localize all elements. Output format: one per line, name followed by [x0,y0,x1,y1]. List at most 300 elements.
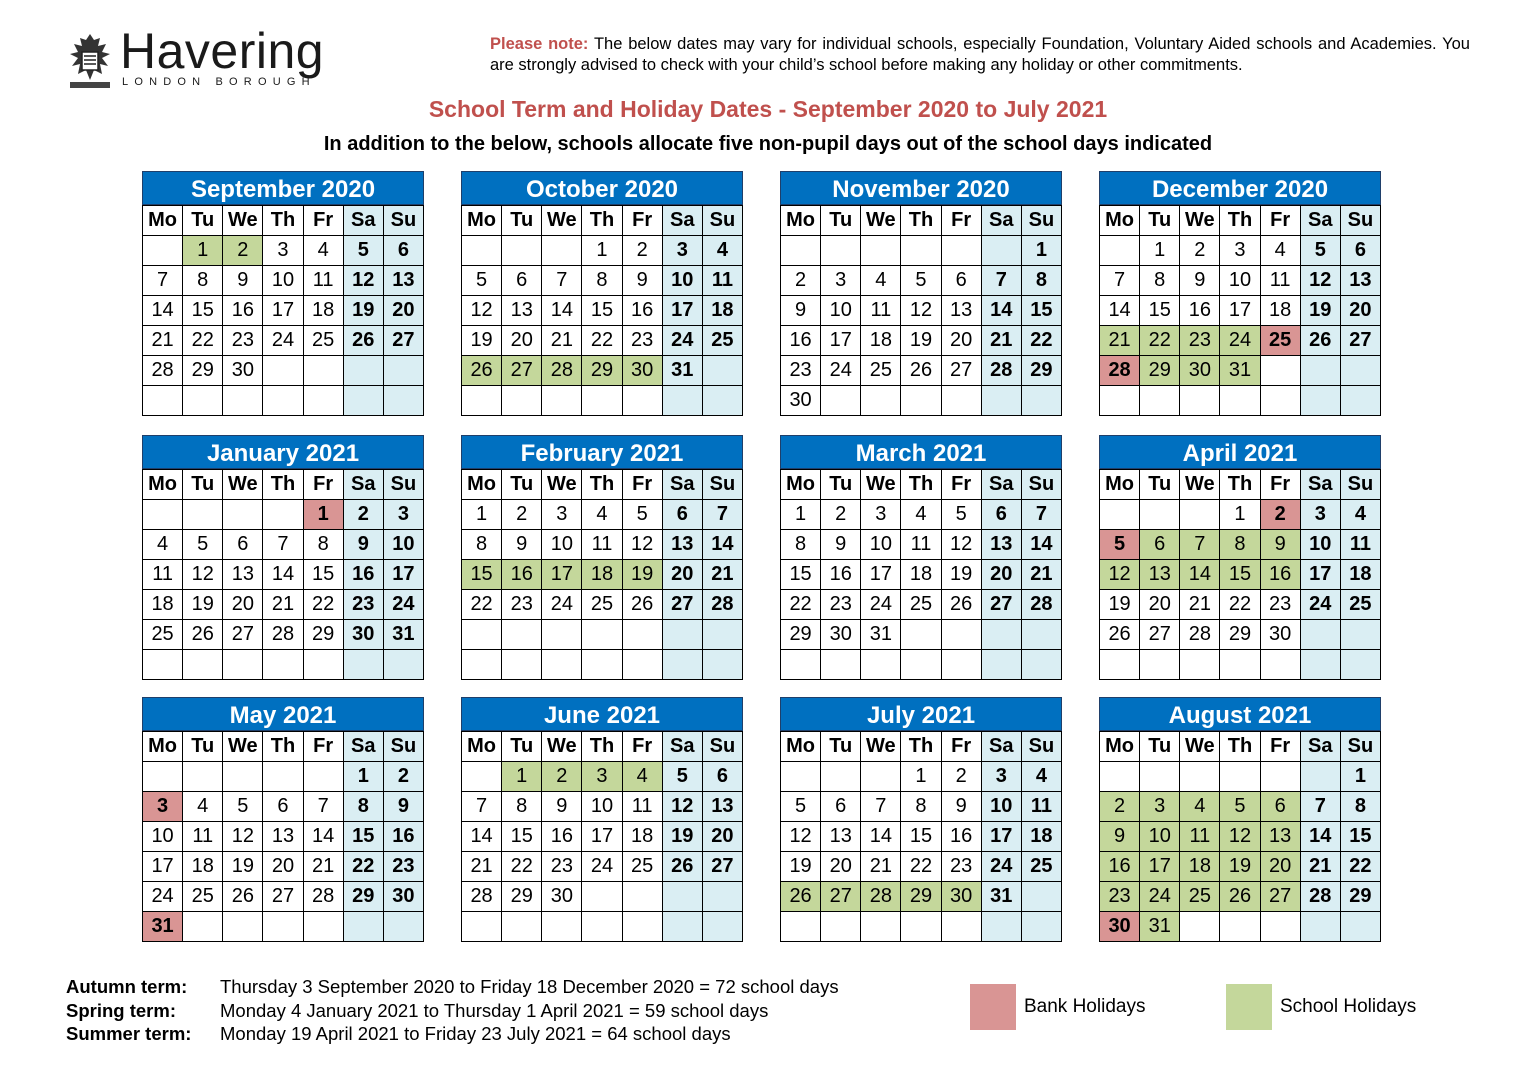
day-cell: 29 [781,620,821,650]
term-text: Monday 19 April 2021 to Friday 23 July 2021 = 64 school days [220,1023,731,1044]
day-cell: 19 [223,852,263,882]
empty-day-cell [1140,762,1180,792]
day-cell: 19 [781,852,821,882]
empty-day-cell [781,236,821,266]
day-cell: 17 [143,852,183,882]
day-cell: 2 [1100,792,1140,822]
week-row [462,852,743,882]
week-row [781,326,1062,356]
day-cell: 24 [1140,882,1180,912]
day-cell: 20 [263,852,303,882]
week-row [1100,912,1381,942]
empty-day-cell [662,650,702,680]
day-cell: 2 [502,500,542,530]
day-cell: 28 [1021,590,1061,620]
empty-day-cell [662,912,702,942]
day-cell: 18 [1180,852,1220,882]
day-cell: 24 [1300,590,1340,620]
day-cell: 8 [462,530,502,560]
week-row [781,852,1062,882]
day-cell: 5 [901,266,941,296]
empty-day-cell [702,620,742,650]
empty-day-cell [1220,386,1260,416]
day-cell: 29 [502,882,542,912]
empty-day-cell [1340,386,1380,416]
day-cell: 2 [383,762,423,792]
weekday-header: Fr [303,206,343,236]
empty-day-cell [1340,912,1380,942]
day-cell: 5 [183,530,223,560]
day-cell: 26 [1220,882,1260,912]
day-cell: 23 [1180,326,1220,356]
day-cell: 28 [981,356,1021,386]
day-cell: 20 [981,560,1021,590]
term-label: Summer term: [66,1023,192,1044]
day-cell: 12 [462,296,502,326]
day-cell: 1 [462,500,502,530]
day-cell: 19 [462,326,502,356]
empty-day-cell [941,620,981,650]
day-cell: 23 [343,590,383,620]
day-cell: 16 [781,326,821,356]
day-cell: 17 [582,822,622,852]
weekday-header: Fr [1260,470,1300,500]
empty-day-cell [1220,650,1260,680]
weekday-header: Su [1021,206,1061,236]
day-cell: 6 [263,792,303,822]
empty-day-cell [702,650,742,680]
day-cell: 7 [542,266,582,296]
empty-day-cell [901,912,941,942]
day-cell: 18 [1021,822,1061,852]
week-row [462,266,743,296]
day-cell: 3 [582,762,622,792]
weekday-header: Fr [1260,732,1300,762]
day-cell: 22 [901,852,941,882]
day-cell: 2 [542,762,582,792]
day-cell: 5 [622,500,662,530]
week-row [1100,792,1381,822]
weekday-header: Th [901,732,941,762]
empty-day-cell [1180,650,1220,680]
week-row [781,912,1062,942]
day-cell: 18 [702,296,742,326]
empty-day-cell [263,762,303,792]
week-row [462,236,743,266]
empty-day-cell [1340,650,1380,680]
day-cell: 8 [1340,792,1380,822]
weekday-header: Fr [622,470,662,500]
day-cell: 16 [941,822,981,852]
day-cell: 27 [383,326,423,356]
day-cell: 15 [582,296,622,326]
month-calendar [780,435,1062,680]
day-cell: 27 [941,356,981,386]
weekday-header: Fr [622,206,662,236]
day-cell: 5 [223,792,263,822]
empty-day-cell [582,386,622,416]
day-cell: 12 [901,296,941,326]
week-row [143,386,424,416]
day-cell: 27 [981,590,1021,620]
week-row [781,386,1062,416]
day-cell: 3 [383,500,423,530]
day-cell: 16 [383,822,423,852]
day-cell: 24 [662,326,702,356]
day-cell: 25 [183,882,223,912]
day-cell: 12 [781,822,821,852]
empty-day-cell [542,912,582,942]
weekday-header: Su [1340,206,1380,236]
note-text: The below dates may vary for individual schools, especially Foundation, Voluntary Aided schools and Academies. You are strongly advised to check with your child’s school before making any holiday or other commitments. [490,35,1470,74]
day-cell: 20 [662,560,702,590]
week-row [462,326,743,356]
week-row [462,386,743,416]
week-row [1100,296,1381,326]
day-cell: 16 [1260,560,1300,590]
weekday-header: Sa [981,206,1021,236]
day-cell: 14 [981,296,1021,326]
day-cell: 15 [183,296,223,326]
weekday-header: Mo [143,206,183,236]
day-cell: 30 [383,882,423,912]
day-cell: 26 [343,326,383,356]
page-subtitle: In addition to the below, schools allocate five non-pupil days out of the school days indicated [323,133,1213,155]
day-cell: 19 [183,590,223,620]
week-row [1100,266,1381,296]
day-cell: 8 [1140,266,1180,296]
day-cell: 21 [143,326,183,356]
day-cell: 29 [1140,356,1180,386]
month-days-table [461,205,743,416]
empty-day-cell [263,650,303,680]
month-title: May 2021 [142,697,424,731]
day-cell: 7 [981,266,1021,296]
empty-day-cell [1100,650,1140,680]
week-row [781,620,1062,650]
day-cell: 26 [781,882,821,912]
empty-day-cell [143,650,183,680]
week-row [781,560,1062,590]
day-cell: 27 [1260,882,1300,912]
day-cell: 25 [622,852,662,882]
month-calendar [1099,697,1381,942]
day-cell: 6 [383,236,423,266]
day-cell: 9 [343,530,383,560]
day-cell: 17 [1300,560,1340,590]
weekday-header: Sa [343,470,383,500]
month-title: November 2020 [780,171,1062,205]
week-row [1100,762,1381,792]
day-cell: 10 [861,530,901,560]
weekday-header: Sa [662,470,702,500]
month-title: December 2020 [1099,171,1381,205]
day-cell: 14 [143,296,183,326]
day-cell: 15 [1220,560,1260,590]
month-title: March 2021 [780,435,1062,469]
day-cell: 30 [542,882,582,912]
weekday-header: Su [1021,470,1061,500]
day-cell: 12 [223,822,263,852]
weekday-header: Tu [502,470,542,500]
day-cell: 29 [183,356,223,386]
month-title: August 2021 [1099,697,1381,731]
day-cell: 10 [662,266,702,296]
day-cell: 15 [1340,822,1380,852]
weekday-header: We [861,470,901,500]
weekday-header: Th [901,206,941,236]
day-cell: 21 [303,852,343,882]
empty-day-cell [263,386,303,416]
week-row [1100,500,1381,530]
day-cell: 10 [582,792,622,822]
day-cell: 2 [781,266,821,296]
weekday-header: Mo [462,470,502,500]
empty-day-cell [861,912,901,942]
empty-day-cell [781,762,821,792]
day-cell: 23 [622,326,662,356]
day-cell: 12 [1100,560,1140,590]
day-cell: 15 [901,822,941,852]
day-cell: 11 [1260,266,1300,296]
day-cell: 13 [1140,560,1180,590]
term-label: Spring term: [66,999,176,1021]
empty-day-cell [1220,912,1260,942]
empty-day-cell [343,356,383,386]
term-label: Autumn term: [66,976,188,997]
empty-day-cell [502,912,542,942]
logo-subtitle: LONDON BOROUGH [122,76,316,88]
empty-day-cell [223,762,263,792]
day-cell: 15 [1021,296,1061,326]
week-row [1100,326,1381,356]
day-cell: 23 [781,356,821,386]
empty-day-cell [1021,620,1061,650]
day-cell: 29 [901,882,941,912]
empty-day-cell [303,356,343,386]
week-row [781,236,1062,266]
empty-day-cell [702,356,742,386]
weekday-header: Sa [662,206,702,236]
week-row [143,852,424,882]
day-cell: 23 [1260,590,1300,620]
day-cell: 6 [702,762,742,792]
day-cell: 11 [183,822,223,852]
empty-day-cell [1220,762,1260,792]
week-row [1100,356,1381,386]
day-cell: 24 [981,852,1021,882]
day-cell: 13 [223,560,263,590]
day-cell: 5 [1100,530,1140,560]
weekday-header: Su [383,470,423,500]
day-cell: 9 [1180,266,1220,296]
day-cell: 13 [981,530,1021,560]
day-cell: 23 [542,852,582,882]
weekday-header: We [542,470,582,500]
day-cell: 2 [622,236,662,266]
day-cell: 4 [183,792,223,822]
day-cell: 17 [821,326,861,356]
empty-day-cell [1140,386,1180,416]
day-cell: 21 [542,326,582,356]
day-cell: 10 [263,266,303,296]
day-cell: 24 [542,590,582,620]
empty-day-cell [1300,386,1340,416]
week-row [1100,560,1381,590]
month-calendar [461,171,743,416]
empty-day-cell [462,650,502,680]
day-cell: 9 [1100,822,1140,852]
month-days-table [780,469,1062,680]
day-cell: 11 [861,296,901,326]
empty-day-cell [582,650,622,680]
empty-day-cell [343,650,383,680]
day-cell: 4 [1021,762,1061,792]
day-cell: 3 [821,266,861,296]
day-cell: 16 [1180,296,1220,326]
day-cell: 9 [821,530,861,560]
month-calendar [461,435,743,680]
day-cell: 8 [781,530,821,560]
weekday-header: Mo [781,470,821,500]
day-cell: 22 [582,326,622,356]
weekday-header: We [223,206,263,236]
weekday-header: Fr [941,206,981,236]
day-cell: 27 [502,356,542,386]
empty-day-cell [1300,762,1340,792]
day-cell: 25 [143,620,183,650]
term-text: Monday 4 January 2021 to Thursday 1 April 2021 = 59 school days [220,999,769,1021]
week-row [143,620,424,650]
day-cell: 21 [1021,560,1061,590]
month-days-table [142,731,424,942]
weekday-header: We [1180,470,1220,500]
empty-day-cell [303,912,343,942]
day-cell: 31 [662,356,702,386]
month-days-table [1099,731,1381,942]
weekday-header: Mo [462,732,502,762]
week-row [143,590,424,620]
day-cell: 22 [1140,326,1180,356]
day-cell: 8 [502,792,542,822]
weekday-header: Mo [1100,732,1140,762]
day-cell: 31 [981,882,1021,912]
day-cell: 13 [1260,822,1300,852]
day-cell: 5 [1220,792,1260,822]
week-row [143,530,424,560]
day-cell: 2 [821,500,861,530]
day-cell: 21 [1300,852,1340,882]
empty-day-cell [1100,386,1140,416]
day-cell: 7 [303,792,343,822]
weekday-header: Sa [1300,732,1340,762]
day-cell: 28 [1100,356,1140,386]
empty-day-cell [143,236,183,266]
day-cell: 1 [343,762,383,792]
empty-day-cell [662,882,702,912]
day-cell: 29 [1220,620,1260,650]
day-cell: 26 [223,882,263,912]
empty-day-cell [1021,912,1061,942]
week-row [143,762,424,792]
day-cell: 21 [1180,590,1220,620]
empty-day-cell [462,236,502,266]
day-cell: 27 [263,882,303,912]
day-cell: 2 [941,762,981,792]
month-calendar [142,697,424,942]
weekday-header: Tu [821,470,861,500]
day-cell: 22 [781,590,821,620]
week-row [462,356,743,386]
day-cell: 7 [861,792,901,822]
day-cell: 21 [462,852,502,882]
day-cell: 14 [303,822,343,852]
day-cell: 28 [1180,620,1220,650]
empty-day-cell [502,236,542,266]
day-cell: 6 [1340,236,1380,266]
day-cell: 6 [662,500,702,530]
empty-day-cell [183,386,223,416]
empty-day-cell [1260,912,1300,942]
day-cell: 3 [542,500,582,530]
day-cell: 6 [223,530,263,560]
day-cell: 2 [1180,236,1220,266]
day-cell: 7 [702,500,742,530]
empty-day-cell [542,620,582,650]
day-cell: 19 [343,296,383,326]
day-cell: 7 [1100,266,1140,296]
day-cell: 4 [622,762,662,792]
term-text: Thursday 3 September 2020 to Friday 18 December 2020 = 72 school days [220,976,839,997]
empty-day-cell [303,650,343,680]
empty-day-cell [941,912,981,942]
day-cell: 14 [702,530,742,560]
day-cell: 21 [981,326,1021,356]
day-cell: 16 [1100,852,1140,882]
day-cell: 29 [303,620,343,650]
day-cell: 9 [781,296,821,326]
day-cell: 13 [821,822,861,852]
day-cell: 11 [622,792,662,822]
day-cell: 6 [502,266,542,296]
weekday-header: Sa [981,470,1021,500]
empty-day-cell [821,236,861,266]
day-cell: 12 [343,266,383,296]
day-cell: 5 [662,762,702,792]
week-row [143,560,424,590]
day-cell: 6 [1260,792,1300,822]
day-cell: 23 [821,590,861,620]
weekday-header: We [1180,206,1220,236]
empty-day-cell [1140,650,1180,680]
week-row [781,296,1062,326]
day-cell: 13 [263,822,303,852]
weekday-header: Mo [1100,470,1140,500]
day-cell: 3 [861,500,901,530]
empty-day-cell [821,912,861,942]
day-cell: 25 [901,590,941,620]
day-cell: 2 [1260,500,1300,530]
empty-day-cell [1300,356,1340,386]
weekday-header: Th [263,470,303,500]
empty-day-cell [223,650,263,680]
day-cell: 8 [582,266,622,296]
month-days-table [461,731,743,942]
day-cell: 8 [1021,266,1061,296]
empty-day-cell [1180,762,1220,792]
day-cell: 17 [1220,296,1260,326]
day-cell: 30 [1260,620,1300,650]
